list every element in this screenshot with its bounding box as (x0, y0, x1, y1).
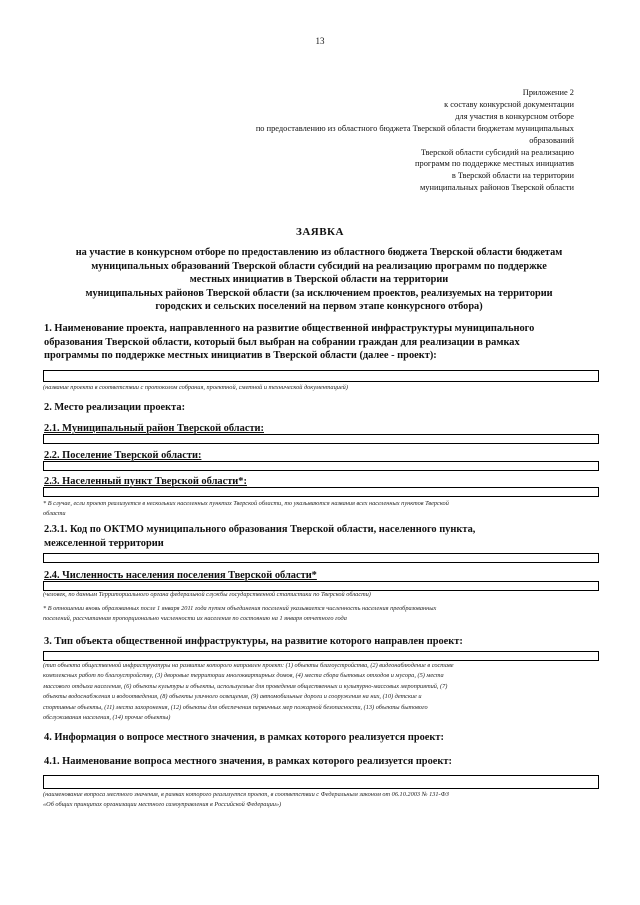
note-line: области (43, 510, 66, 518)
section-4-heading: 4. Информация о вопросе местного значения, в рамках которого реализуется проект: (44, 732, 444, 743)
appendix-line: программ по поддержке местных инициатив (415, 159, 574, 169)
note-line: объекты водоснабжения и водоотведения, (8) объекты уличного освещения, (9) автомобильные дороги и сооружения на них, (10) детские и (43, 693, 422, 701)
oktmo-code-field[interactable] (43, 553, 599, 563)
municipal-district-field[interactable] (43, 434, 599, 444)
document-subtitle (44, 246, 594, 314)
local-issue-note (43, 790, 599, 811)
object-type-note (43, 661, 599, 723)
population-footnote (43, 604, 599, 625)
project-name-note (43, 383, 599, 393)
appendix-line: для участия в конкурсном отборе (455, 111, 574, 121)
note-line: (тип объекта общественной инфраструктуры на развитие которого направлен проект: (1) объекты благоустройства, (2) видеонаблюдение в составе (43, 662, 454, 669)
project-name-field[interactable] (43, 370, 599, 382)
section-2-4-label: 2.4. Численность населения поселения Тверской области* (44, 570, 317, 581)
note-line: (название проекта в соответствии с протоколом собрания, проектной, сметной и технической документацией) (43, 384, 348, 391)
locality-field[interactable] (43, 487, 599, 497)
section-1-line: образования Тверской области, который был выбран на собрании граждан для реализации в рамках (44, 336, 520, 348)
locality-note (43, 499, 599, 520)
appendix-line: образований (529, 135, 574, 145)
appendix-line: Тверской области субсидий на реализацию (420, 147, 574, 157)
section-2-1-label: 2.1. Муниципальный район Тверской области: (44, 423, 264, 434)
page-number: 13 (315, 36, 325, 46)
section-1-line: 1. Наименование проекта, направленного на развитие общественной инфраструктуры муниципального (44, 323, 535, 334)
section-3-heading: 3. Тип объекта общественной инфраструктуры, на развитие которого направлен проект: (44, 636, 463, 647)
subtitle-line: городских и сельских поселений на первом этапе конкурсного отбора) (155, 301, 483, 313)
note-line: поселений, рассчитанная пропорционально численности их населения по состоянию на 1 января отчетного года (43, 615, 347, 623)
appendix-line: по предоставлению из областного бюджета Тверской области бюджетам муниципальных (255, 123, 574, 133)
note-line: комплексных работ по благоустройству, (3) дворовые территории многоквартирных домов, (4) места сбора бытовых отходов и мусора, (5) места (43, 672, 444, 680)
population-note (43, 590, 599, 600)
section-2-3-1-line: межселенной территории (44, 537, 164, 549)
note-line: (наименование вопроса местного значения, в рамках которого реализуется проект, в соответствии с Федеральным законом от 06.10.2003 № 131-ФЗ (43, 791, 449, 798)
subtitle-line: муниципальных образований Тверской области субсидий на реализацию программ по поддержке (91, 260, 547, 272)
appendix-block (214, 87, 574, 194)
section-2-2-label: 2.2. Поселение Тверской области: (44, 450, 202, 461)
note-line: обслуживания населения, (14) прочие объекты) (43, 714, 171, 722)
appendix-line: в Тверской области на территории (451, 171, 574, 181)
section-2-3-1-line: 2.3.1. Код по ОКТМО муниципального образования Тверской области, населенного пункта, (44, 524, 476, 535)
subtitle-line: местных инициатив в Тверской области на территории (189, 274, 449, 286)
note-line: «Об общих принципах организации местного самоуправления в Российской Федерации») (43, 801, 282, 809)
appendix-line: к составу конкурсной документации (444, 99, 574, 109)
subtitle-line: муниципальных районов Тверской области (за исключением проектов, реализуемых на территории (85, 287, 553, 299)
settlement-field[interactable] (43, 461, 599, 471)
note-line: (человек, по данным Территориального органа федеральной службы государственной статистики по Тверской области) (43, 591, 371, 598)
object-type-field[interactable] (43, 651, 599, 661)
document-title: ЗАЯВКА (296, 226, 344, 238)
section-2-3-label: 2.3. Населенный пункт Тверской области*: (44, 476, 247, 487)
section-4-1-heading: 4.1. Наименование вопроса местного значения, в рамках которого реализуется проект: (44, 756, 452, 767)
section-2-heading: 2. Место реализации проекта: (44, 402, 186, 413)
section-2-3-1-heading (44, 523, 600, 550)
note-line: * В отношении вновь образованных после 1 января 2011 года путем объединения поселений указывается численность населения преобразованных (43, 605, 437, 612)
appendix-line: Приложение 2 (522, 88, 574, 97)
note-line: * В случае, если проект реализуется в нескольких населенных пунктах Тверской области, то указываются названия всех населенных пунктов Тверской (43, 500, 449, 507)
note-line: спортивные объекты, (11) места захоронения, (12) объекты для обеспечения первичных мер пожарной безопасности, (13) объекты бытового (43, 703, 428, 711)
section-1-heading (44, 322, 600, 363)
appendix-line: муниципальных районов Тверской области (420, 183, 574, 193)
local-issue-field[interactable] (43, 775, 599, 789)
section-1-line: программы по поддержке местных инициатив в Тверской области (далее - проект): (44, 350, 437, 362)
note-line: массового отдыха населения, (6) объекты культуры и объекты, используемые для проведения общественных и культурно-массовых мероприятий, (7) (43, 682, 448, 690)
subtitle-line: на участие в конкурсном отборе по предоставлению из областного бюджета Тверской области бюджетам (75, 247, 563, 258)
